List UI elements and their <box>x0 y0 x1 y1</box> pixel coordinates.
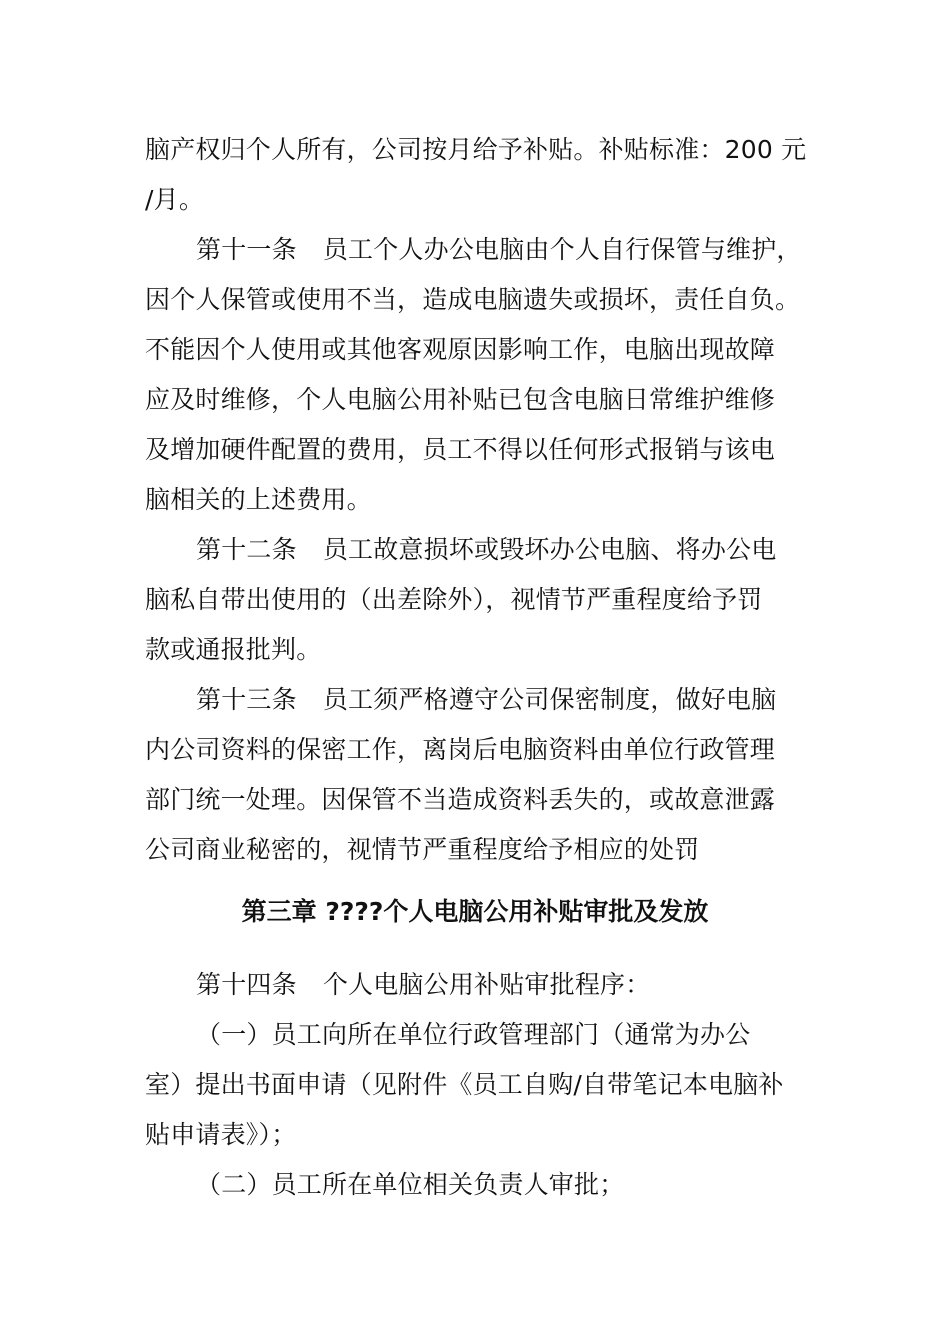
text-line: 公司商业秘密的，视情节严重程度给予相应的处罚 <box>145 835 700 864</box>
article-13-line <box>196 683 776 717</box>
text-line: 员工须严格遵守公司保密制度，做好电脑 <box>322 685 777 714</box>
list-item: （二）员工所在单位相关负责人审批； <box>196 1170 625 1199</box>
text-line: 款或通报批判。 <box>145 635 322 664</box>
text-line: 室）提出书面申请（见附件《员工自购/自带笔记本电脑补 <box>145 1070 784 1099</box>
text-line: 脑产权归个人所有，公司按月给予补贴。补贴标准：200 元 <box>145 135 807 164</box>
article-11-line <box>196 233 802 267</box>
text-line: 脑相关的上述费用。 <box>145 485 372 514</box>
text-line: 员工个人办公电脑由个人自行保管与维护， <box>322 235 802 264</box>
article-number: 第十四条 <box>196 970 297 999</box>
article-number: 第十一条 <box>196 235 297 264</box>
text-line: 应及时维修，个人电脑公用补贴已包含电脑日常维护维修 <box>145 385 776 414</box>
chapter-heading: 第三章 ????个人电脑公用补贴审批及发放 <box>241 897 709 926</box>
article-number: 第十二条 <box>196 535 297 564</box>
text-line: 个人电脑公用补贴审批程序： <box>322 970 651 999</box>
text-line: 及增加硬件配置的费用，员工不得以任何形式报销与该电 <box>145 435 776 464</box>
text-line: 内公司资料的保密工作，离岗后电脑资料由单位行政管理 <box>145 735 776 764</box>
article-number: 第十三条 <box>196 685 297 714</box>
text-line: 员工故意损坏或毁坏办公电脑、将办公电 <box>322 535 777 564</box>
text-line: 因个人保管或使用不当，造成电脑遗失或损坏，责任自负。 <box>145 285 801 314</box>
text-line: 贴申请表》）； <box>145 1120 297 1149</box>
text-line: 不能因个人使用或其他客观原因影响工作，电脑出现故障 <box>145 335 776 364</box>
list-item: （一）员工向所在单位行政管理部门（通常为办公 <box>196 1020 751 1049</box>
article-14-line <box>196 968 650 1002</box>
text-line: 脑私自带出使用的（出差除外），视情节严重程度给予罚 <box>145 585 763 614</box>
text-line: 部门统一处理。因保管不当造成资料丢失的，或故意泄露 <box>145 785 776 814</box>
article-12-line <box>196 533 776 567</box>
text-line: /月。 <box>145 185 205 214</box>
